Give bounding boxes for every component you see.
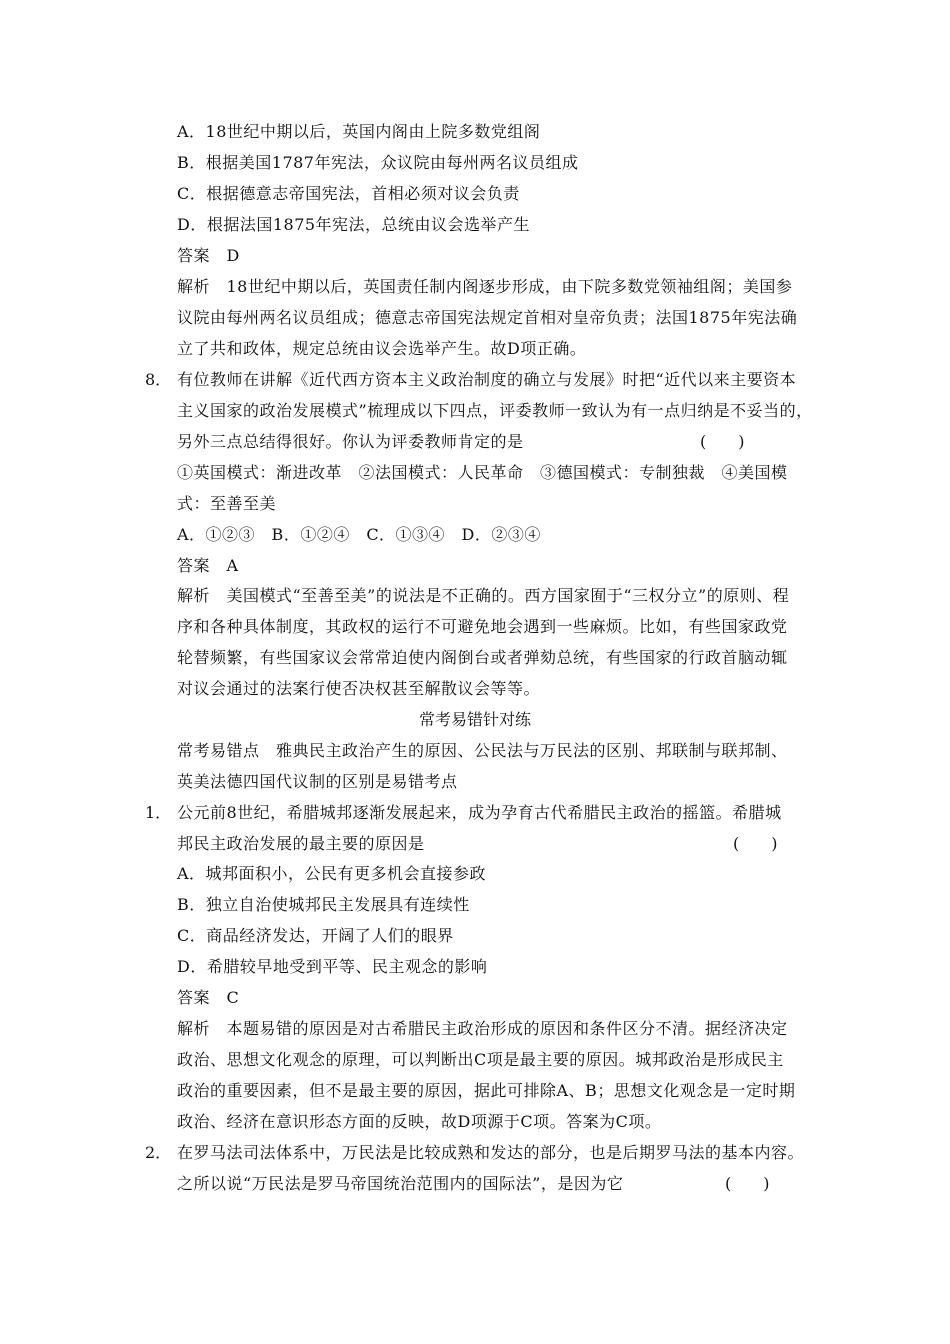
q7-analysis-line: 解析 18世纪中期以后，英国责任制内阁逐步形成，由下院多数党领袖组阁；美国参 — [177, 277, 793, 296]
e1-analysis-line: 政治的重要因素，但不是最主要的原因，据此可排除A、B；思想文化观念是一定时期 — [177, 1081, 796, 1100]
q8-stem-line: 主义国家的政治发展模式”梳理成以下四点，评委教师一致认为有一点归纳是不妥当的， — [177, 401, 813, 420]
q7-option-c: C．根据德意志帝国宪法，首相必须对议会负责 — [177, 184, 520, 203]
e1-analysis-line: 解析 本题易错的原因是对古希腊民主政治形成的原因和条件区分不清。据经济决定 — [177, 1019, 788, 1038]
q7-option-d: D．根据法国1875年宪法，总统由议会选举产生 — [177, 215, 531, 234]
q7-answer: 答案 D — [177, 246, 240, 265]
e1-analysis-line: 政治、经济在意识形态方面的反映，故D项源于C项。答案为C项。 — [177, 1112, 662, 1131]
section-intro-line: 英美法德四国代议制的区别是易错考点 — [177, 772, 458, 791]
section-intro-line: 常考易错点 雅典民主政治产生的原因、公民法与万民法的区别、邦联制与联邦制、 — [177, 741, 788, 760]
e2-stem-line: 之所以说“万民法是罗马帝国统治范围内的国际法”，是因为它 — [177, 1174, 624, 1193]
e2-number: 2． — [145, 1143, 172, 1162]
e1-stem-line: 公元前8世纪，希腊城邦逐渐发展起来，成为孕育古代希腊民主政治的摇篮。希腊城 — [177, 803, 782, 822]
q8-analysis-line: 轮替频繁，有些国家议会常常迫使内阁倒台或者弹劾总统，有些国家的行政首脑动辄 — [177, 648, 788, 667]
e1-option-b: B．独立自治使城邦民主发展具有连续性 — [177, 895, 470, 914]
q7-analysis-line: 议院由每州两名议员组成；德意志帝国宪法规定首相对皇帝负责；法国1875年宪法确 — [177, 308, 798, 327]
q8-analysis-line: 解析 美国模式“至善至美”的说法是不正确的。西方国家囿于“三权分立”的原则、程 — [177, 586, 790, 605]
q8-stem-line: 另外三点总结得很好。你认为评委教师肯定的是 — [177, 432, 524, 451]
q8-stem-line: 有位教师在讲解《近代西方资本主义政治制度的确立与发展》时把“近代以来主要资本 — [177, 370, 797, 389]
q7-analysis-line: 立了共和政体，规定总统由议会选举产生。故D项正确。 — [177, 339, 587, 358]
e1-stem-line: 邦民主政治发展的最主要的原因是 — [177, 834, 425, 853]
e2-answer-blank: ( ) — [725, 1174, 770, 1193]
e1-option-a: A．城邦面积小，公民有更多机会直接参政 — [177, 864, 487, 883]
q7-option-b: B．根据美国1787年宪法，众议院由每州两名议员组成 — [177, 153, 579, 172]
e1-answer-blank: ( ) — [733, 834, 778, 853]
q8-analysis-line: 对议会通过的法案行使否决权甚至解散议会等等。 — [177, 679, 541, 698]
e2-stem-line: 在罗马法司法体系中，万民法是比较成熟和发达的部分，也是后期罗马法的基本内容。 — [177, 1143, 805, 1162]
e1-option-d: D．希腊较早地受到平等、民主观念的影响 — [177, 957, 488, 976]
e1-number: 1． — [145, 803, 172, 822]
q8-options: A．①②③ B．①②④ C．①③④ D．②③④ — [177, 525, 541, 544]
q8-analysis-line: 序和各种具体制度，其政权的运行不可避免地会遇到一些麻烦。比如，有些国家政党 — [177, 617, 788, 636]
e1-option-c: C．商品经济发达，开阔了人们的眼界 — [177, 926, 454, 945]
q8-answer-blank: ( ) — [700, 432, 745, 451]
q8-number: 8． — [145, 370, 172, 389]
q8-items-line: 式：至善至美 — [177, 494, 277, 513]
q7-option-a: A．18世纪中期以后，英国内阁由上院多数党组阁 — [177, 122, 541, 141]
section-title: 常考易错针对练 — [418, 710, 531, 729]
e1-analysis-line: 政治、思想文化观念的原理，可以判断出C项是最主要的原因。城邦政治是形成民主 — [177, 1050, 784, 1069]
q8-items-line: ①英国模式：渐进改革 ②法国模式：人民革命 ③德国模式：专制独裁 ④美国模 — [177, 463, 788, 482]
q8-answer: 答案 A — [177, 556, 239, 575]
e1-answer: 答案 C — [177, 988, 240, 1007]
